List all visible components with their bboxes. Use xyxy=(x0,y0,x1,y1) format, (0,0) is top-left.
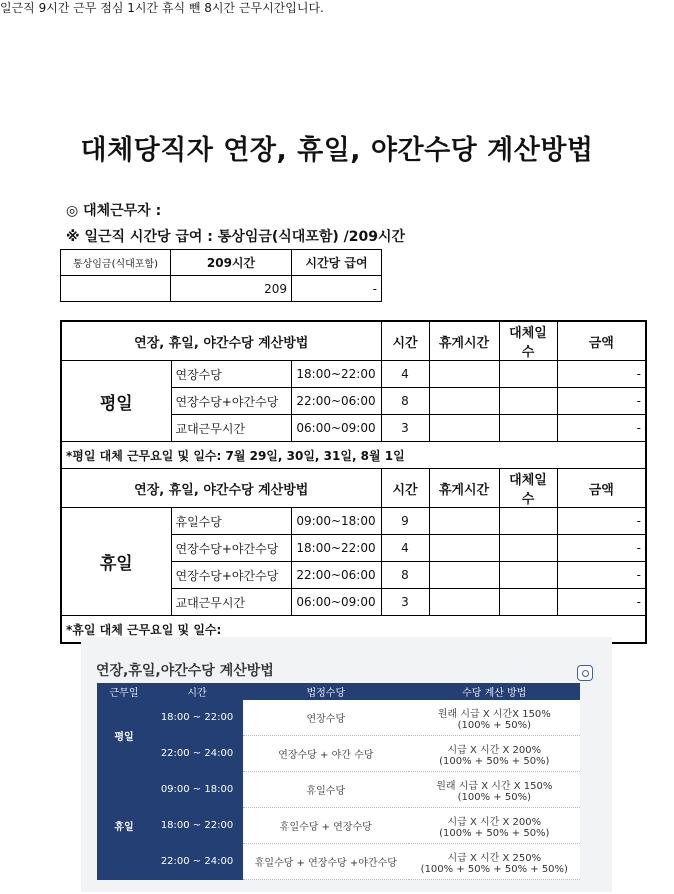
wage-header-hours: 209시간 xyxy=(171,250,292,276)
wage-cell-ordinary xyxy=(61,276,171,302)
row-break xyxy=(429,562,499,589)
calc-header-weekday xyxy=(61,321,646,361)
row-amount: - xyxy=(557,415,646,442)
ref-header-day: 근무일 xyxy=(97,683,151,700)
row-amount: - xyxy=(557,388,646,415)
row-hours: 4 xyxy=(381,361,429,388)
row-hours: 8 xyxy=(381,562,429,589)
ref-type: 휴일수당 xyxy=(243,772,409,808)
intro-text: 일근직 9시간 근무 점심 1시간 휴식 뺀 8시간 근무시간입니다. xyxy=(0,1,324,15)
table-row xyxy=(97,700,580,736)
calc-table xyxy=(60,320,647,644)
table-row xyxy=(97,736,580,772)
ref-method: 시급 X 시간 X 200% (100% + 50% + 50%) xyxy=(409,736,580,772)
row-amount: - xyxy=(557,589,646,616)
row-type: 교대근무시간 xyxy=(171,589,291,616)
row-type: 연장수당 xyxy=(171,361,291,388)
calc-header-break: 휴게시간 xyxy=(429,469,499,508)
row-time: 18:00~22:00 xyxy=(291,535,381,562)
row-break xyxy=(429,535,499,562)
row-time: 18:00~22:00 xyxy=(291,361,381,388)
hourly-wage-formula: ※ 일근직 시간당 급여 : 통상임금(식대포함) /209시간 xyxy=(66,229,406,245)
row-break xyxy=(429,361,499,388)
row-days xyxy=(499,388,557,415)
row-hours: 9 xyxy=(381,508,429,535)
ref-header-type: 법정수당 xyxy=(243,683,409,700)
ref-method: 시급 X 시간 X 200% (100% + 50% + 50%) xyxy=(409,808,580,844)
calc-header-days: 대체일수 xyxy=(499,321,557,361)
row-amount: - xyxy=(557,535,646,562)
table-row xyxy=(97,844,580,880)
calc-header-hours: 시간 xyxy=(381,321,429,361)
ref-type: 휴일수당 + 연장수당 +야간수당 xyxy=(243,844,409,880)
ref-holiday-label: 휴일 xyxy=(97,772,151,880)
ref-method: 시급 X 시간 X 250% (100% + 50% + 50% + 50%) xyxy=(409,844,580,880)
ref-time: 22:00 ~ 24:00 xyxy=(151,736,243,772)
table-row xyxy=(97,808,580,844)
table-row xyxy=(61,508,646,535)
row-days xyxy=(499,415,557,442)
calc-header-method: 연장, 휴일, 야간수당 계산방법 xyxy=(61,321,381,361)
ref-weekday-label: 평일 xyxy=(97,700,151,772)
weekday-label: 평일 xyxy=(61,361,171,442)
ref-header-method: 수당 계산 방법 xyxy=(409,683,580,700)
ref-time: 18:00 ~ 22:00 xyxy=(151,700,243,736)
row-time: 06:00~09:00 xyxy=(291,415,381,442)
holiday-label: 휴일 xyxy=(61,508,171,616)
table-row xyxy=(61,361,646,388)
row-time: 22:00~06:00 xyxy=(291,562,381,589)
row-type: 교대근무시간 xyxy=(171,415,291,442)
wage-cell-hours: 209 xyxy=(171,276,292,302)
row-amount: - xyxy=(557,361,646,388)
substitute-worker-label: ◎ 대체근무자 : xyxy=(66,203,162,219)
row-time: 22:00~06:00 xyxy=(291,388,381,415)
weekday-note-row xyxy=(61,442,646,469)
row-type: 연장수당+야간수당 xyxy=(171,388,291,415)
calc-header-method: 연장, 휴일, 야간수당 계산방법 xyxy=(61,469,381,508)
reference-header xyxy=(97,683,580,700)
calc-header-amount: 금액 xyxy=(557,469,646,508)
row-days xyxy=(499,562,557,589)
reference-table xyxy=(97,683,580,880)
calc-header-amount: 금액 xyxy=(557,321,646,361)
calc-header-days: 대체일수 xyxy=(499,469,557,508)
row-time: 06:00~09:00 xyxy=(291,589,381,616)
ref-time: 09:00 ~ 18:00 xyxy=(151,772,243,808)
ref-header-time: 시간 xyxy=(151,683,243,700)
reference-title: 연장,휴일,야간수당 계산방법 xyxy=(96,663,274,679)
ref-type: 휴일수당 + 연장수당 xyxy=(243,808,409,844)
row-hours: 8 xyxy=(381,388,429,415)
row-days xyxy=(499,535,557,562)
row-break xyxy=(429,508,499,535)
ref-time: 18:00 ~ 22:00 xyxy=(151,808,243,844)
holiday-note: *휴일 대체 근무요일 및 일수: xyxy=(61,616,646,644)
ref-method: 원래 시급 X 시간X 150% (100% + 50%) xyxy=(409,700,580,736)
weekday-note: *평일 대체 근무요일 및 일수: 7월 29일, 30일, 31일, 8월 1일 xyxy=(61,442,646,469)
row-break xyxy=(429,388,499,415)
ref-type: 연장수당 + 야간 수당 xyxy=(243,736,409,772)
row-break xyxy=(429,415,499,442)
row-hours: 3 xyxy=(381,415,429,442)
row-amount: - xyxy=(557,562,646,589)
wage-header-ordinary: 통상임금(식대포함) xyxy=(61,250,171,276)
ref-type: 연장수당 xyxy=(243,700,409,736)
row-type: 휴일수당 xyxy=(171,508,291,535)
wage-table xyxy=(60,249,382,302)
ref-method: 원래 시급 X 시간 X 150% (100% + 50%) xyxy=(409,772,580,808)
ref-time: 22:00 ~ 24:00 xyxy=(151,844,243,880)
calc-header-break: 휴게시간 xyxy=(429,321,499,361)
lens-icon[interactable] xyxy=(577,665,593,681)
calc-header-hours: 시간 xyxy=(381,469,429,508)
row-days xyxy=(499,589,557,616)
row-amount: - xyxy=(557,508,646,535)
row-hours: 4 xyxy=(381,535,429,562)
row-break xyxy=(429,589,499,616)
row-time: 09:00~18:00 xyxy=(291,508,381,535)
row-hours: 3 xyxy=(381,589,429,616)
row-days xyxy=(499,508,557,535)
row-type: 연장수당+야간수당 xyxy=(171,562,291,589)
table-row xyxy=(97,772,580,808)
page-title: 대체당직자 연장, 휴일, 야간수당 계산방법 xyxy=(80,135,594,166)
wage-header-hourly: 시간당 급여 xyxy=(292,250,382,276)
row-type: 연장수당+야간수당 xyxy=(171,535,291,562)
wage-cell-hourly: - xyxy=(292,276,382,302)
calc-header-holiday xyxy=(61,469,646,508)
row-days xyxy=(499,361,557,388)
